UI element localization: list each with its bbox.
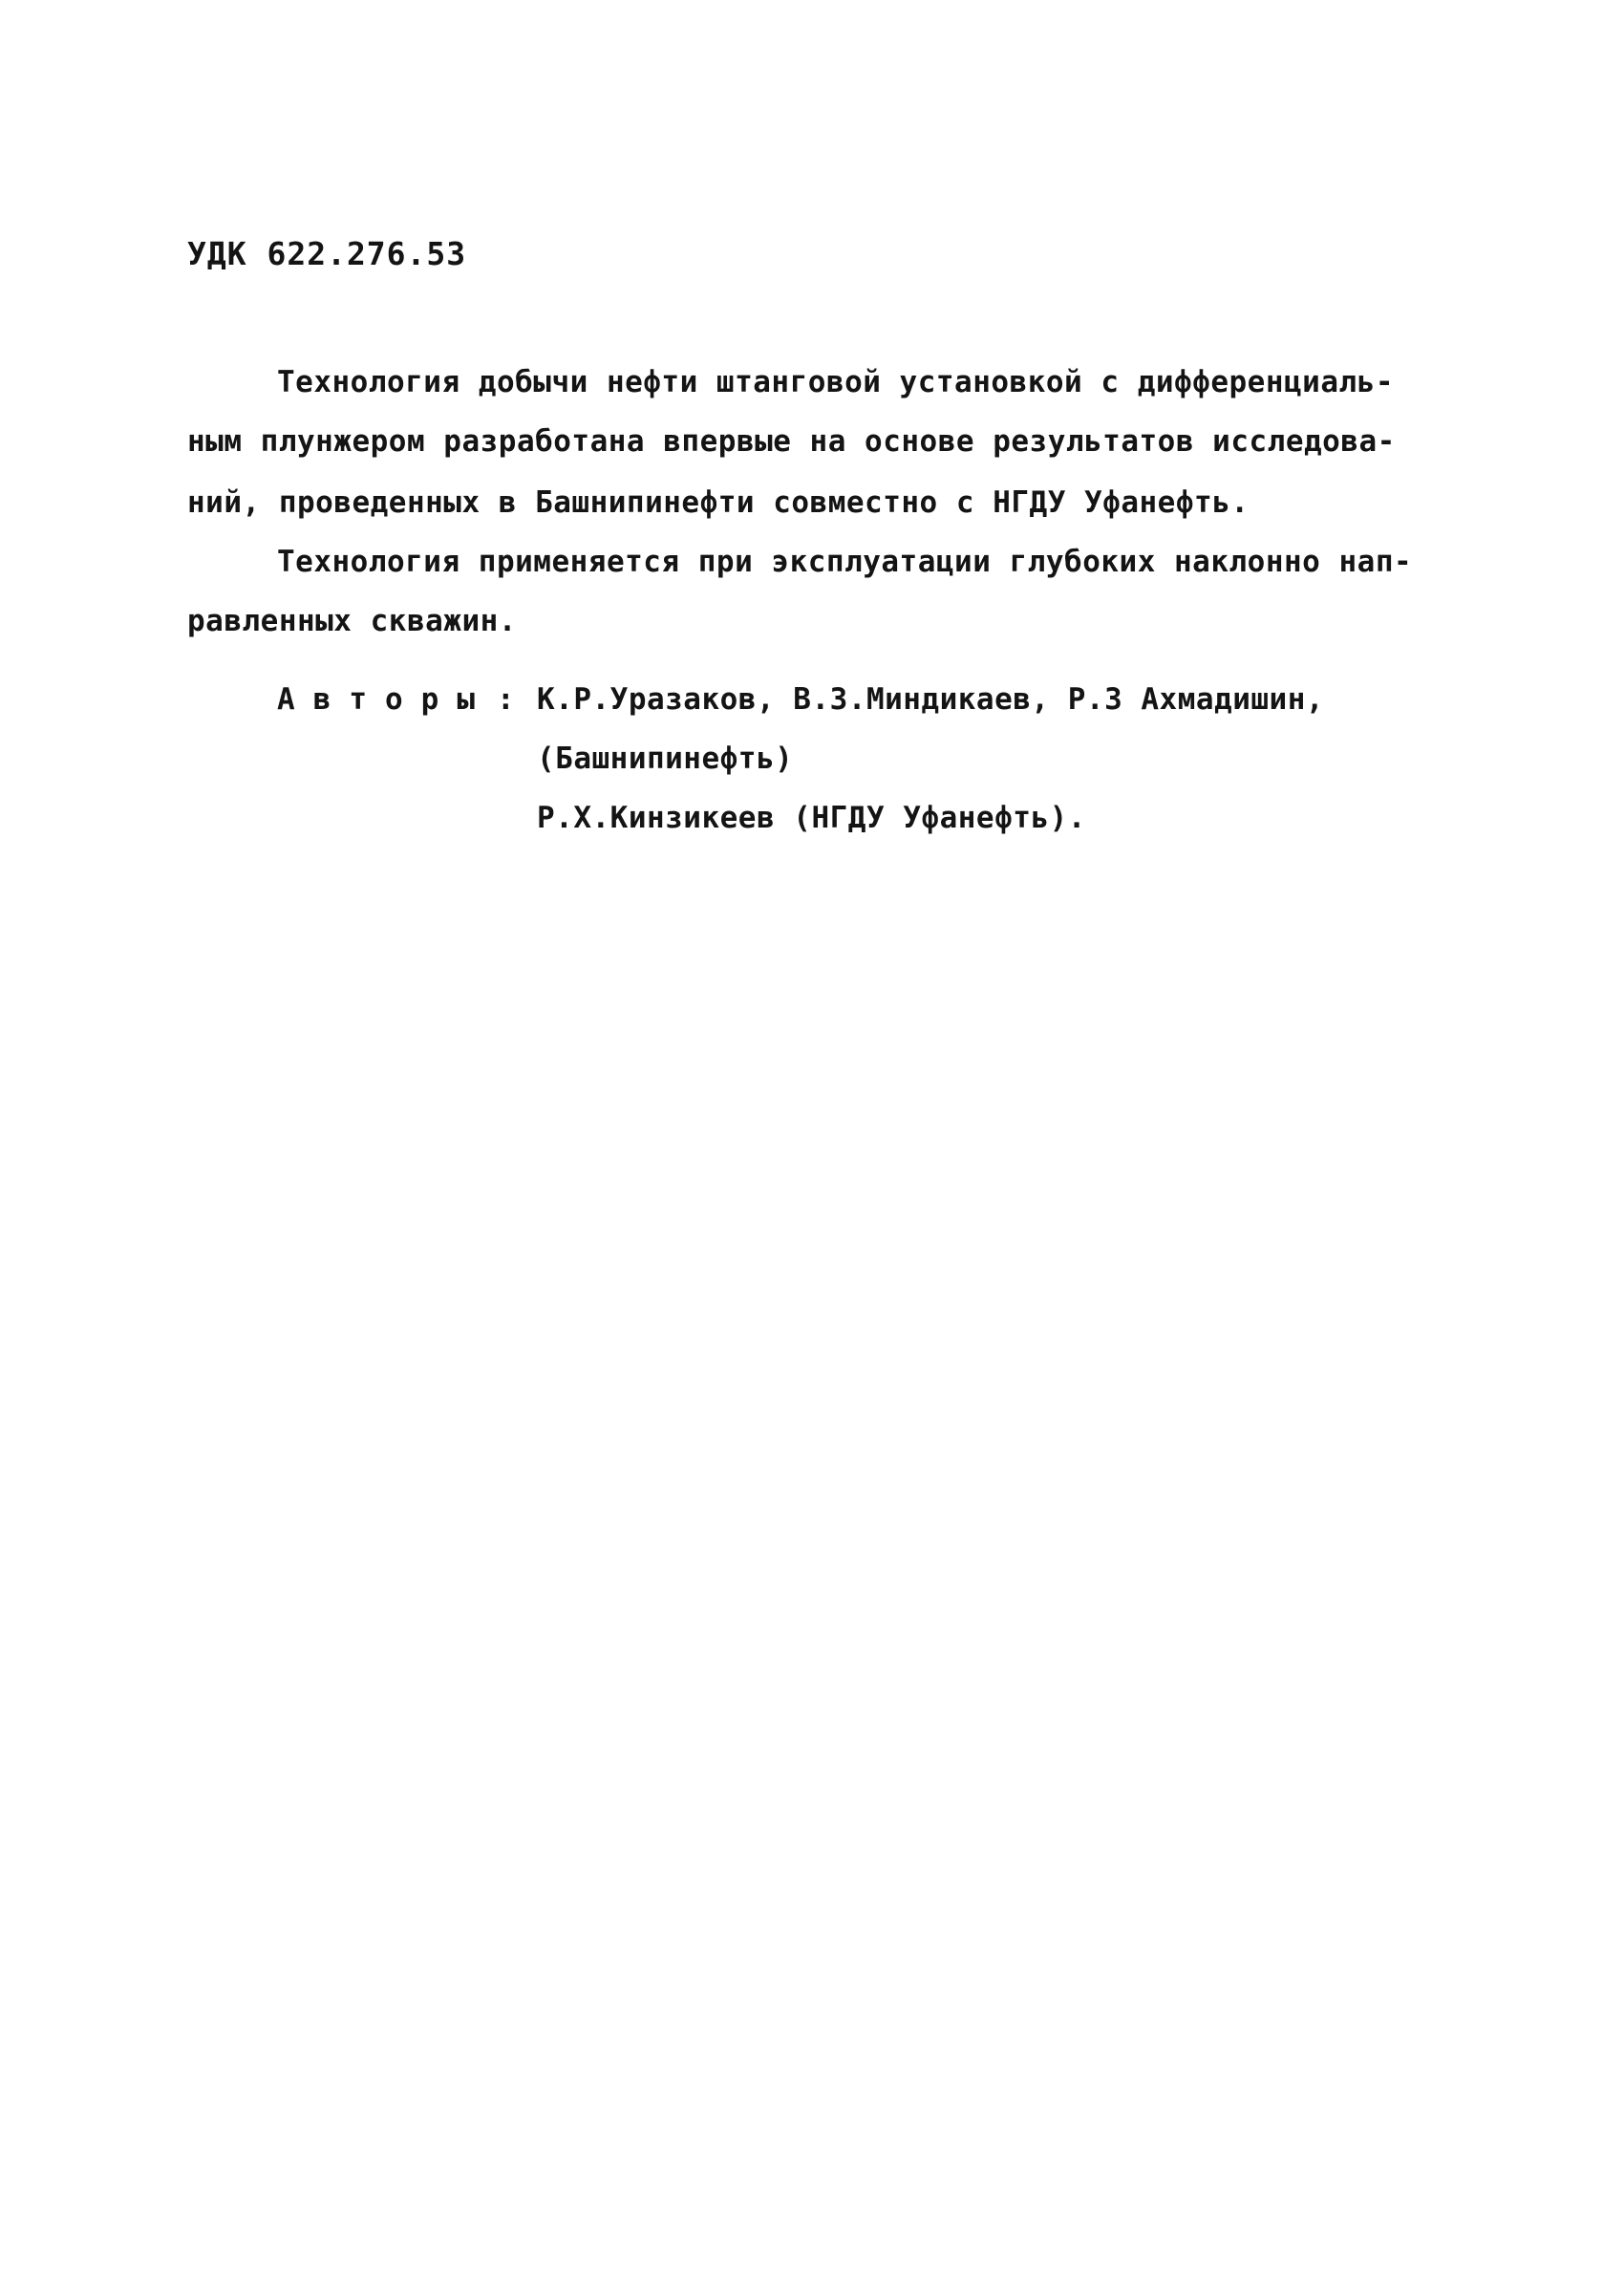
paragraph-2-line-2: равленных скважин.: [187, 604, 517, 638]
authors-label: Авторы: [277, 682, 493, 717]
udc-code: УДК 622.276.53: [187, 235, 467, 272]
authors-line-1: К.Р.Уразаков, В.З.Миндикаев, Р.З Ахмадишин,: [537, 682, 1325, 717]
paragraph-1-line-2: ным плунжером разработана впервые на основе результатов исследова-: [187, 424, 1396, 459]
paragraph-1-line-3: ний, проведенных в Башнипинефти совместно с НГДУ Уфанефть.: [187, 485, 1250, 520]
paragraph-1-line-1: Технология добычи нефти штанговой установкой с дифференциаль-: [277, 365, 1394, 399]
authors-colon: :: [497, 682, 515, 717]
authors-line-2: (Башнипинефть): [537, 742, 794, 776]
authors-line-3: Р.Х.Кинзикеев (НГДУ Уфанефть).: [537, 801, 1086, 835]
paragraph-2-line-1: Технология применяется при эксплуатации глубоких наклонно нап-: [277, 545, 1413, 579]
